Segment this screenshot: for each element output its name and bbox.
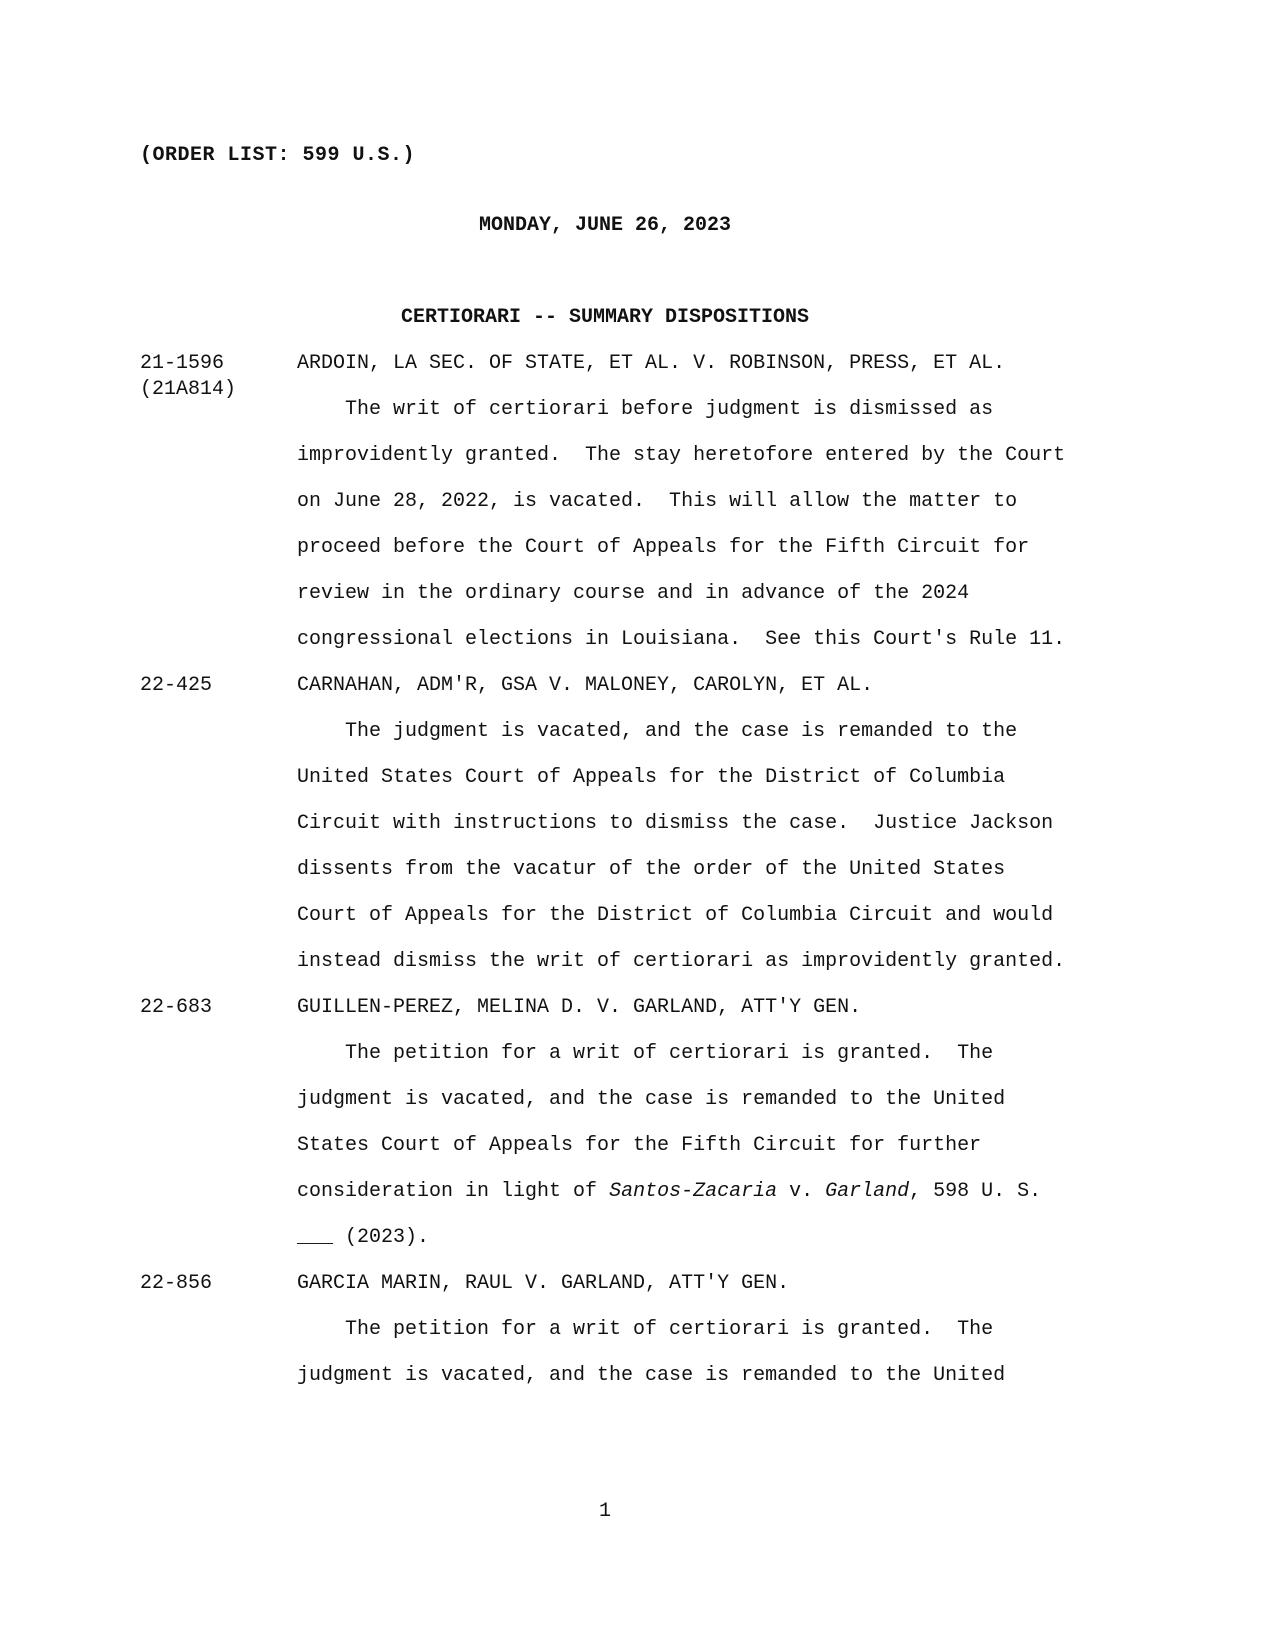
order-list-page	[140, 133, 1070, 1535]
docket-cell-empty	[140, 801, 297, 847]
case-row	[140, 1031, 1070, 1077]
docket-cell-empty	[140, 617, 297, 663]
case-row	[140, 341, 1070, 401]
case-row	[140, 1307, 1070, 1353]
body-line: The petition for a writ of certiorari is granted. The	[297, 1042, 994, 1065]
case-title: CARNAHAN, ADM'R, GSA V. MALONEY, CAROLYN, ET AL.	[297, 674, 874, 697]
body-line: Circuit with instructions to dismiss the case. Justice Jackson	[297, 812, 1054, 835]
case-row	[140, 985, 1070, 1031]
case-row	[140, 1215, 1070, 1261]
docket-number: 22-683	[140, 996, 213, 1019]
docket-cell-empty	[140, 433, 297, 479]
docket-cell-empty	[140, 1123, 297, 1169]
case-row	[140, 571, 1070, 617]
docket-cell-empty	[140, 1215, 297, 1261]
case-row	[140, 1261, 1070, 1307]
case-title: GUILLEN-PEREZ, MELINA D. V. GARLAND, ATT'Y GEN.	[297, 996, 862, 1019]
case-row	[140, 709, 1070, 755]
page-number: 1	[598, 1500, 611, 1523]
case-row	[140, 939, 1070, 985]
case-row	[140, 1169, 1070, 1215]
body-line: Court of Appeals for the District of Columbia Circuit and would	[297, 904, 1054, 927]
docket-cell	[140, 341, 297, 401]
body-line: proceed before the Court of Appeals for the Fifth Circuit for	[297, 536, 1030, 559]
docket-number: 22-425	[140, 674, 213, 697]
body-line: review in the ordinary course and in advance of the 2024	[297, 582, 970, 605]
docket-cell-empty	[140, 755, 297, 801]
docket-cell-empty	[140, 387, 297, 433]
body-line: The writ of certiorari before judgment is dismissed as	[297, 398, 994, 421]
case-row	[140, 525, 1070, 571]
docket-cell-empty	[140, 939, 297, 985]
body-line: congressional elections in Louisiana. See this Court's Rule 11.	[297, 628, 1066, 651]
body-line: on June 28, 2022, is vacated. This will allow the matter to	[297, 490, 1018, 513]
body-line: United States Court of Appeals for the District of Columbia	[297, 766, 1006, 789]
docket-cell-empty	[140, 1353, 297, 1399]
order-list-header: (ORDER LIST: 599 U.S.)	[140, 144, 416, 167]
case-row	[140, 801, 1070, 847]
order-date: MONDAY, JUNE 26, 2023	[478, 214, 732, 237]
docket-cell-empty	[140, 479, 297, 525]
case-row	[140, 893, 1070, 939]
case-title: ARDOIN, LA SEC. OF STATE, ET AL. V. ROBINSON, PRESS, ET AL.	[297, 352, 1006, 375]
case-row	[140, 1123, 1070, 1169]
docket-cell-empty	[140, 571, 297, 617]
case-row	[140, 847, 1070, 893]
cases	[140, 341, 1070, 1399]
body-line: States Court of Appeals for the Fifth Circuit for further	[297, 1134, 982, 1157]
docket-cell-empty	[140, 1077, 297, 1123]
case-row	[140, 1077, 1070, 1123]
body-line: judgment is vacated, and the case is remanded to the United	[297, 1088, 1006, 1111]
case-row	[140, 1353, 1070, 1399]
docket-cell-empty	[140, 893, 297, 939]
docket-number: 22-856	[140, 1272, 213, 1295]
docket-cell-empty	[140, 1169, 297, 1215]
body-line: judgment is vacated, and the case is remanded to the United	[297, 1364, 1006, 1387]
docket-cell-empty	[140, 1307, 297, 1353]
case-row	[140, 479, 1070, 525]
docket-supplement: (21A814)	[140, 378, 237, 401]
case-row	[140, 617, 1070, 663]
body-line: The petition for a writ of certiorari is granted. The	[297, 1318, 994, 1341]
body-line: dissents from the vacatur of the order of the United States	[297, 858, 1006, 881]
case-row	[140, 387, 1070, 433]
docket-cell-empty	[140, 525, 297, 571]
body-line: ___ (2023).	[297, 1226, 430, 1249]
case-title: GARCIA MARIN, RAUL V. GARLAND, ATT'Y GEN.	[297, 1272, 790, 1295]
case-row	[140, 663, 1070, 709]
docket-cell-empty	[140, 847, 297, 893]
case-row	[140, 433, 1070, 479]
case-row	[140, 755, 1070, 801]
docket-cell-empty	[140, 1031, 297, 1077]
docket-cell	[140, 663, 297, 709]
docket-cell-empty	[140, 709, 297, 755]
docket-cell	[140, 1261, 297, 1307]
docket-number: 21-1596	[140, 352, 225, 375]
docket-cell	[140, 985, 297, 1031]
body-line: instead dismiss the writ of certiorari as improvidently granted.	[297, 950, 1066, 973]
body-line: improvidently granted. The stay heretofore entered by the Court	[297, 444, 1066, 467]
body-line: The judgment is vacated, and the case is remanded to the	[297, 720, 1018, 743]
section-title: CERTIORARI -- SUMMARY DISPOSITIONS	[400, 306, 810, 329]
body-line: consideration in light of Santos-Zacaria v. Garland, 598 U. S.	[297, 1180, 1042, 1203]
